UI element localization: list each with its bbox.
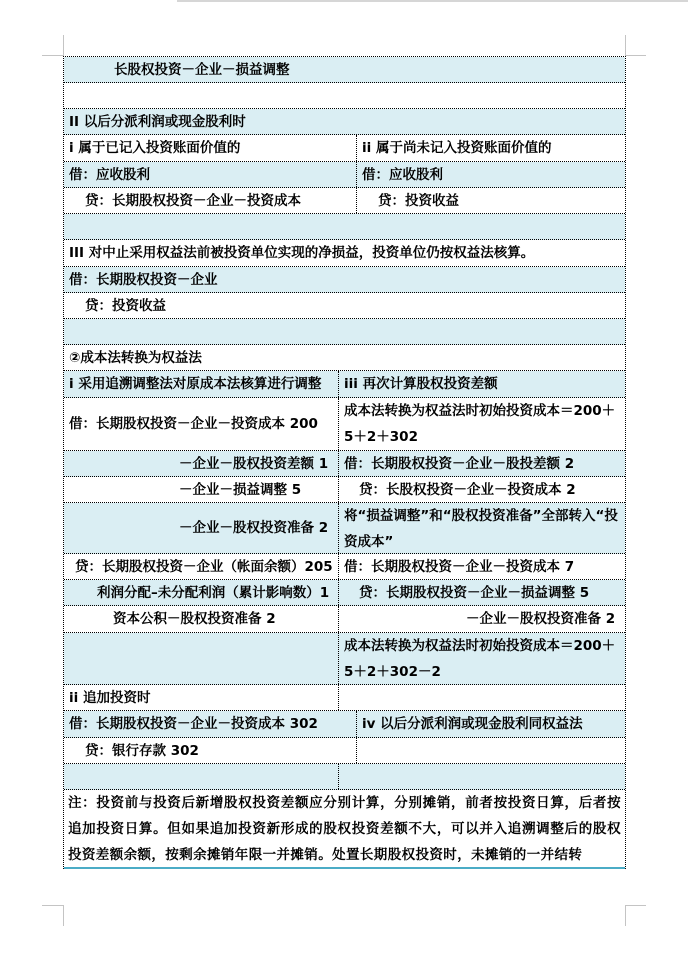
- table-row: [64, 580, 625, 606]
- debit-entry[interactable]: 借：应收股利: [64, 162, 357, 187]
- table-row: [64, 477, 625, 503]
- corner-mark-top-left-v: [63, 35, 64, 56]
- credit-entry[interactable]: 贷：投资收益: [85, 298, 166, 314]
- corner-mark-top-right-v: [625, 35, 626, 56]
- table-row: [64, 633, 625, 685]
- section-heading[interactable]: II 以后分派利润或现金股利时: [69, 114, 246, 130]
- credit-entry-continued[interactable]: －企业－股权投资准备 2: [466, 611, 616, 627]
- table-row: [64, 711, 625, 738]
- table-row: [64, 738, 625, 764]
- debit-entry[interactable]: 借：应收股利: [362, 167, 443, 183]
- debit-entry-continued[interactable]: －企业－股权投资准备 2: [64, 503, 339, 553]
- table-row: [64, 293, 625, 319]
- table-row: [64, 503, 625, 554]
- note-text[interactable]: 将“损益调整”和“股权投资准备”全部转入“投资成本”: [344, 508, 618, 550]
- table-row: [64, 319, 625, 345]
- debit-entry[interactable]: 借：长期股权投资－企业－投资成本 302: [64, 711, 357, 737]
- credit-entry[interactable]: 贷：投资收益: [378, 193, 459, 209]
- table-row: [64, 685, 625, 711]
- credit-entry[interactable]: 贷：长期股权投资－企业－损益调整 5: [359, 585, 590, 601]
- table-row: [64, 162, 625, 188]
- table-row: [64, 109, 625, 135]
- credit-entry[interactable]: 贷：银行存款 302: [64, 738, 357, 763]
- table-row: [64, 371, 625, 398]
- table-cell-empty[interactable]: [339, 685, 625, 710]
- corner-mark-top-left-h: [42, 55, 63, 56]
- table-cell-empty[interactable]: [64, 319, 625, 344]
- table-cell-empty[interactable]: [339, 764, 625, 789]
- debit-entry[interactable]: 借：长期股权投资－企业－股投差额 2: [344, 456, 575, 472]
- table-row: [64, 214, 625, 240]
- subheading-right[interactable]: ii 属于尚未记入投资账面价值的: [362, 140, 552, 156]
- table-cell-empty[interactable]: [64, 764, 339, 789]
- table-row: [64, 554, 625, 580]
- credit-entry[interactable]: 贷：长期股权投资－企业－投资成本: [64, 188, 357, 213]
- accounting-entries-table: [63, 56, 626, 869]
- table-cell-empty[interactable]: [64, 83, 625, 108]
- debit-entry[interactable]: 借：长期股权投资－企业－投资成本 200: [64, 398, 339, 450]
- corner-mark-top-right-h: [625, 55, 646, 56]
- debit-entry-continued[interactable]: －企业－股权投资差额 1: [64, 451, 339, 476]
- formula-text[interactable]: 成本法转换为权益法时初始投资成本＝200＋5＋2＋302－2: [344, 638, 616, 680]
- table-cell-empty[interactable]: [357, 738, 625, 763]
- corner-mark-bottom-left-h: [42, 905, 63, 906]
- credit-entry[interactable]: 贷：长股权投资－企业－投资成本 2: [359, 482, 576, 498]
- credit-entry[interactable]: 贷：长期股权投资－企业（帐面余额）205: [64, 554, 339, 579]
- table-row: [64, 606, 625, 633]
- table-row: [64, 135, 625, 162]
- subheading-right[interactable]: iv 以后分派利润或现金股利同权益法: [362, 716, 583, 732]
- table-row: [64, 764, 625, 790]
- formula-text[interactable]: 成本法转换为权益法时初始投资成本＝200＋5＋2＋302: [344, 403, 616, 445]
- corner-mark-bottom-right-h: [625, 905, 646, 906]
- subheading-left[interactable]: ii 追加投资时: [64, 685, 339, 710]
- debit-entry[interactable]: 借：长期股权投资－企业－投资成本 7: [344, 559, 575, 575]
- top-ruler-line: [177, 0, 688, 2]
- corner-mark-bottom-left-v: [63, 905, 64, 926]
- table-cell[interactable]: 长股权投资－企业－损益调整: [114, 62, 290, 78]
- table-row: [64, 83, 625, 109]
- table-row: [64, 188, 625, 214]
- table-row: [64, 240, 625, 267]
- table-row: [64, 790, 625, 869]
- table-row: [64, 345, 625, 371]
- subheading-right[interactable]: iii 再次计算股权投资差额: [344, 376, 498, 392]
- footnote-text[interactable]: 注：投资前与投资后新增股权投资差额应分别计算，分别摊销，前者按投资日算，后者按追加投资日算。但如果追加投资新形成的股权投资差额不大，可以并入追溯调整后的股权投资差额余额，按剩余摊销年限一并摊销。处置长期股权投资时，未摊销的一并结转: [68, 795, 621, 863]
- debit-entry[interactable]: 借：长期股权投资－企业: [69, 272, 218, 288]
- table-cell-empty[interactable]: [64, 633, 339, 684]
- table-row: [64, 451, 625, 477]
- table-cell-empty[interactable]: [64, 214, 625, 239]
- subheading-left[interactable]: i 采用追溯调整法对原成本法核算进行调整: [64, 371, 339, 397]
- table-row: [64, 267, 625, 293]
- corner-mark-bottom-right-v: [625, 905, 626, 926]
- debit-entry-continued[interactable]: －企业－损益调整 5: [64, 477, 339, 502]
- credit-entry-continued[interactable]: 利润分配–未分配利润（累计影响数）1: [64, 580, 339, 605]
- table-row: [64, 398, 625, 451]
- subheading-left[interactable]: i 属于已记入投资账面价值的: [64, 135, 357, 161]
- table-row: [64, 57, 625, 83]
- section-heading[interactable]: III 对中止采用权益法前被投资单位实现的净损益，投资单位仍按权益法核算。: [69, 245, 535, 261]
- credit-entry-continued[interactable]: 资本公积－股权投资准备 2: [64, 606, 339, 632]
- section-heading[interactable]: ②成本法转换为权益法: [69, 350, 202, 366]
